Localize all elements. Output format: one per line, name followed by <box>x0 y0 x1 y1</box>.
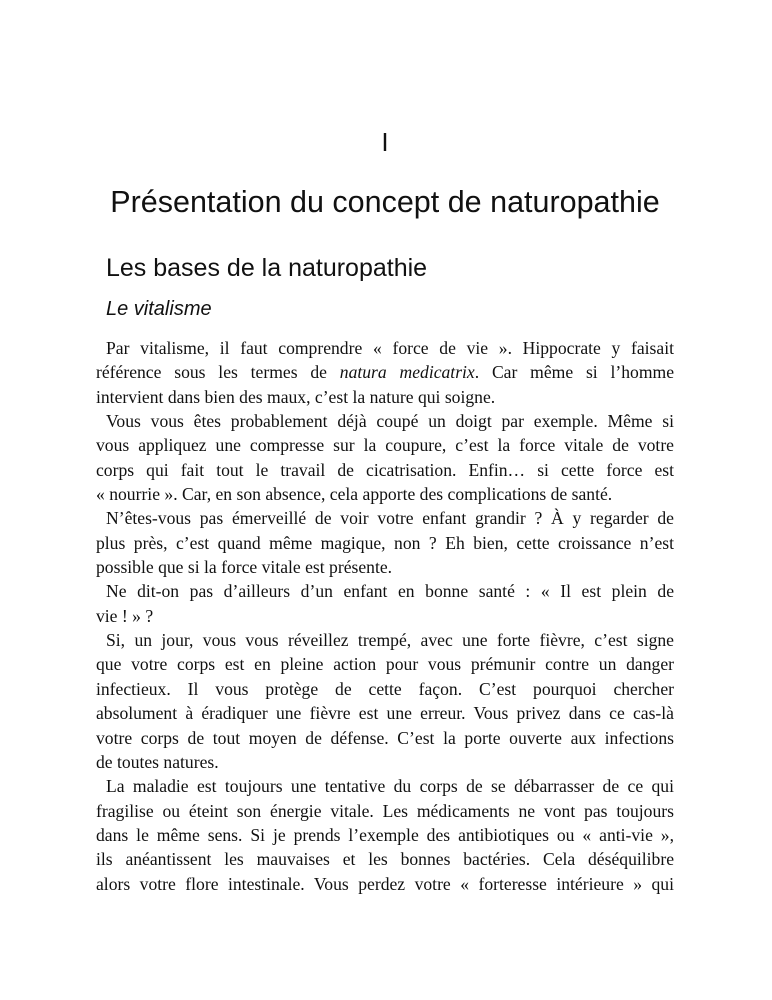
paragraph-line: de toutes natures. <box>96 751 219 772</box>
subsection-title: Le vitalisme <box>106 298 212 320</box>
body-text <box>96 336 674 896</box>
paragraph <box>96 506 674 579</box>
paragraph-line: dans le même sens. Si je prends l’exemple des antibiotiques ou « anti-vie », <box>96 824 674 845</box>
italic-term: natura medicatrix <box>339 362 475 383</box>
paragraph-line: « nourrie ». Car, en son absence, cela apporte des complications de santé. <box>96 484 613 505</box>
chapter-title: Présentation du concept de naturopathie <box>110 185 660 219</box>
paragraph <box>96 628 674 774</box>
paragraph <box>96 774 674 896</box>
paragraph <box>96 409 674 506</box>
paragraph-line: La maladie est toujours une tentative du corps de se débarrasser de ce qui <box>106 776 674 797</box>
paragraph-line: plus près, c’est quand même magique, non ? Eh bien, cette croissance n’est <box>96 532 674 553</box>
paragraph-line: fragilise ou éteint son énergie vitale. Les médicaments ne vont pas toujours <box>96 800 674 821</box>
paragraph-line: Ne dit-on pas d’ailleurs d’un enfant en bonne santé : « Il est plein de <box>106 581 674 602</box>
paragraph-line: Si, un jour, vous vous réveillez trempé, avec une forte fièvre, c’est signe <box>106 630 674 651</box>
paragraph-line: que votre corps est en pleine action pour vous prémunir contre un danger <box>96 654 674 675</box>
paragraph-line: vie ! » ? <box>96 605 154 626</box>
paragraph <box>96 336 674 409</box>
paragraph-line: infectieux. Il vous protège de cette façon. C’est pourquoi chercher <box>96 678 674 699</box>
section-title: Les bases de la naturopathie <box>106 254 428 282</box>
paragraph-line: référence sous les termes de natura medicatrix. Car même si l’homme <box>96 362 674 383</box>
chapter-number: I <box>381 127 389 157</box>
paragraph-line: N’êtes-vous pas émerveillé de voir votre enfant grandir ? À y regarder de <box>106 508 674 529</box>
paragraph-line: vous appliquez une compresse sur la coupure, c’est la force vitale de votre <box>96 435 674 456</box>
paragraph <box>96 579 674 628</box>
paragraph-line: votre corps de tout moyen de défense. C’est la porte ouverte aux infections <box>96 727 674 748</box>
paragraph-line: Vous vous êtes probablement déjà coupé un doigt par exemple. Même si <box>106 411 674 432</box>
paragraph-line: absolument à éradiquer une fièvre est une erreur. Vous privez dans ce cas-là <box>96 703 674 724</box>
paragraph-line: Par vitalisme, il faut comprendre « force de vie ». Hippocrate y faisait <box>106 338 674 358</box>
paragraph-line: alors votre flore intestinale. Vous perdez votre « forteresse intérieure » qui <box>96 873 674 894</box>
paragraph-line: ils anéantissent les mauvaises et les bonnes bactéries. Cela déséquilibre <box>96 849 674 870</box>
paragraph-line: intervient dans bien des maux, c’est la nature qui soigne. <box>96 386 496 407</box>
paragraph-line: possible que si la force vitale est présente. <box>96 557 393 578</box>
paragraph-line: corps qui fait tout le travail de cicatrisation. Enfin… si cette force est <box>96 459 674 480</box>
